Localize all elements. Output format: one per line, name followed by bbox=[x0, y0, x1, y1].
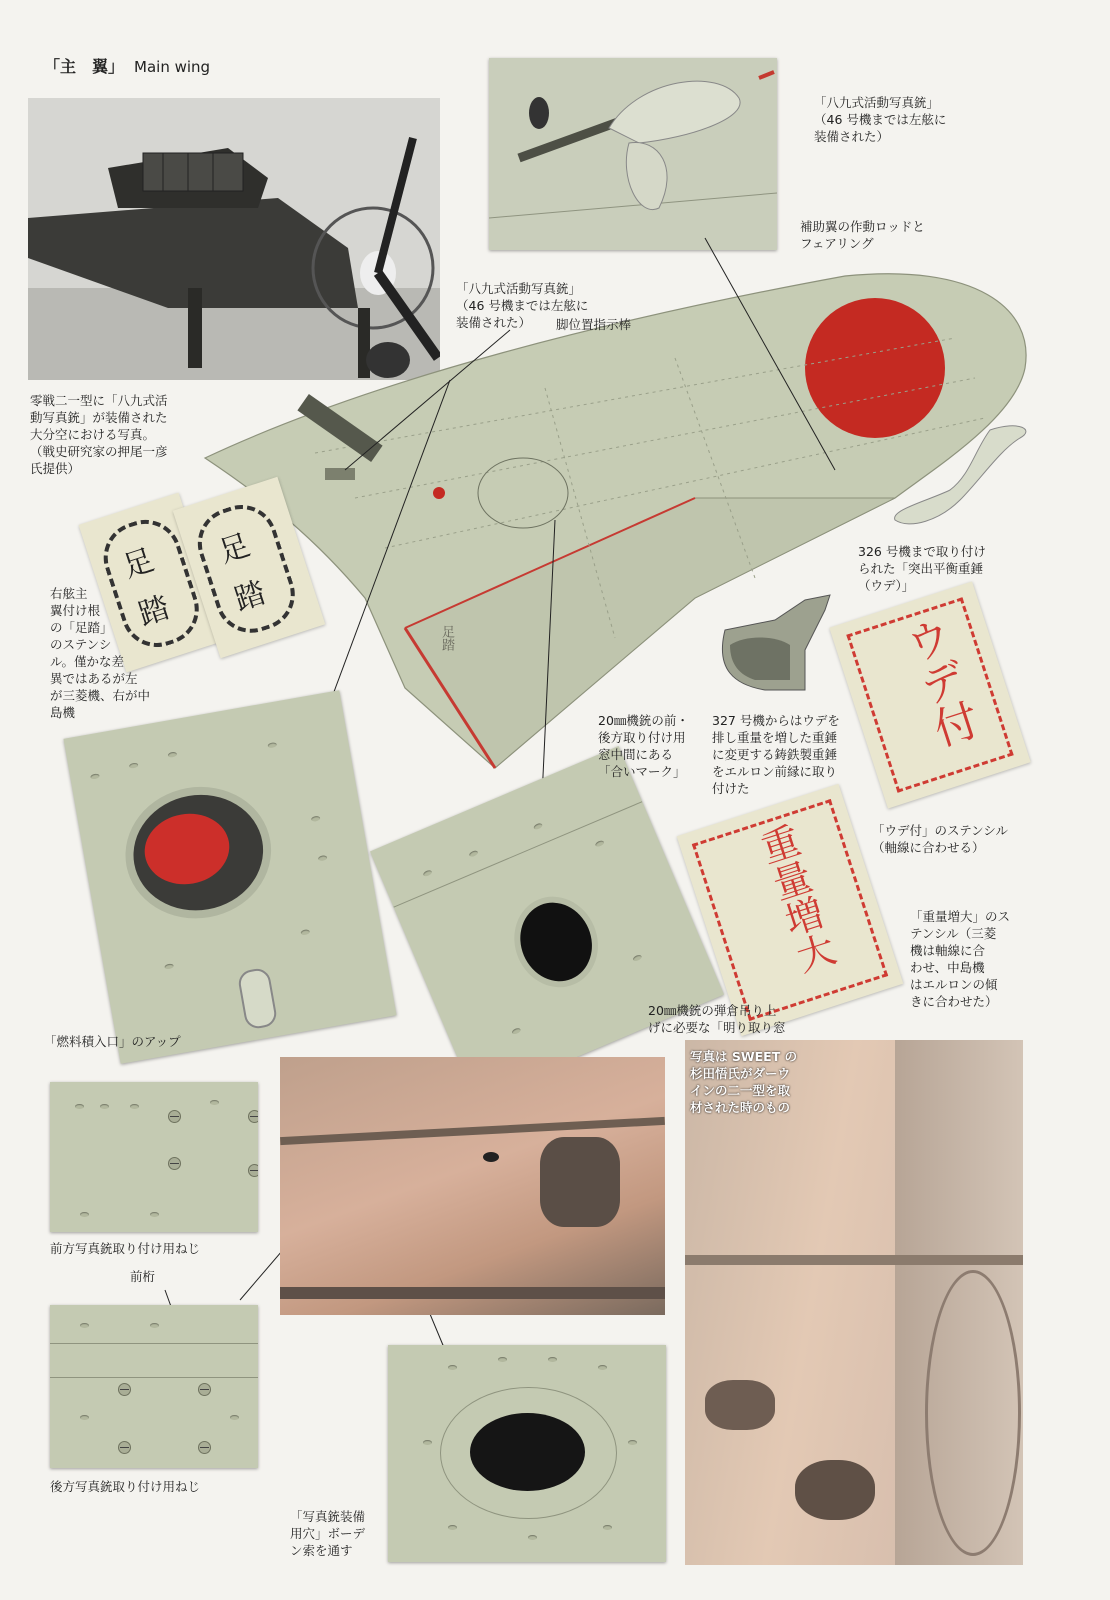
rear-screws-caption: 後方写真銃取り付け用ねじ bbox=[50, 1479, 201, 1494]
stencil-char-foot: 足 bbox=[118, 542, 159, 586]
align-mark-caption: 20㎜機銃の前・ 後方取り付け用 窓中間にある 「合いマーク」 bbox=[598, 713, 689, 779]
cast-weight-drawing bbox=[695, 590, 855, 700]
front-spar-label: 前桁 bbox=[130, 1269, 156, 1284]
ude-stencil-text: ウデ付 bbox=[893, 612, 983, 754]
stencil-char-foot: 足 bbox=[214, 527, 255, 571]
balance-weight-caption: 326 号機まで取り付け られた「突出平衡重錘 （ウデ）」 bbox=[858, 544, 986, 593]
stencil-char-step: 踏 bbox=[134, 590, 174, 633]
sweet-photo-caption: 写真は SWEET の 杉田悟氏がダーウ インの二一型を取 材された時のもの bbox=[690, 1049, 798, 1115]
camera-hole-panel bbox=[388, 1345, 666, 1562]
footstep-stencil-caption: 右舷主 翼付け根 の「足踏」 のステンシ ル。僅かな差 異ではあるが左 が三菱機、右が中 島機 bbox=[50, 586, 151, 720]
wing-footstep-stencil: 足踏 bbox=[439, 625, 454, 651]
ude-stencil-caption: 「ウデ付」のステンシル （軸線に合わせる） bbox=[872, 823, 1009, 855]
wing-interior-photo bbox=[280, 1057, 665, 1315]
darwin-zero-photo bbox=[685, 1040, 1023, 1565]
aileron-rod-caption: 補助翼の作動ロッドと フェアリング bbox=[800, 219, 925, 251]
gear-indicator-caption: 脚位置指示棒 bbox=[556, 317, 632, 332]
front-screws-caption: 前方写真銃取り付け用ねじ bbox=[50, 1241, 201, 1256]
camera-gun-caption: 「八九式活動写真銃」 （46 号機までは左舷に 装備された） bbox=[814, 95, 947, 144]
stencil-char-step: 踏 bbox=[230, 575, 270, 618]
fuel-filler-caption: 「燃料積入口」のアップ bbox=[44, 1034, 181, 1049]
weight-stencil-caption: 「重量増大」のス テンシル（三菱 機は軸線に合 わせ、中島機 はエルロンの傾 きに合わせた） bbox=[910, 909, 1011, 1009]
fuel-filler-panel bbox=[63, 690, 396, 1064]
title-en: Main wing bbox=[134, 58, 211, 76]
light-window-caption: 20㎜機銃の弾倉吊り上 げに必要な「明り取り窓 bbox=[648, 1003, 786, 1035]
title-ja: 「主 翼」 bbox=[44, 57, 125, 76]
rear-screw-panel bbox=[50, 1305, 258, 1468]
camera-hole-caption: 「写真銃装備 用穴」ボーデ ン索を通す bbox=[290, 1509, 366, 1558]
balance-weight-drawing bbox=[890, 420, 1040, 540]
cast-weight-caption: 327 号機からはウデを 排し重量を増した重錘 に変更する鋳鉄製重錘 をエルロン前縁に取り 付けた bbox=[712, 713, 840, 796]
wing-camera-caption: 「八九式活動写真銃」 （46 号機までは左舷に 装備された） bbox=[456, 281, 589, 330]
front-screw-panel bbox=[50, 1082, 258, 1232]
period-photo-caption: 零戦二一型に「八九式活 動写真銃」が装備された 大分空における写真。 （戦史研究家の押尾一彦 氏提供） bbox=[30, 393, 168, 476]
weight-stencil-text: 重量増大 bbox=[750, 819, 840, 979]
